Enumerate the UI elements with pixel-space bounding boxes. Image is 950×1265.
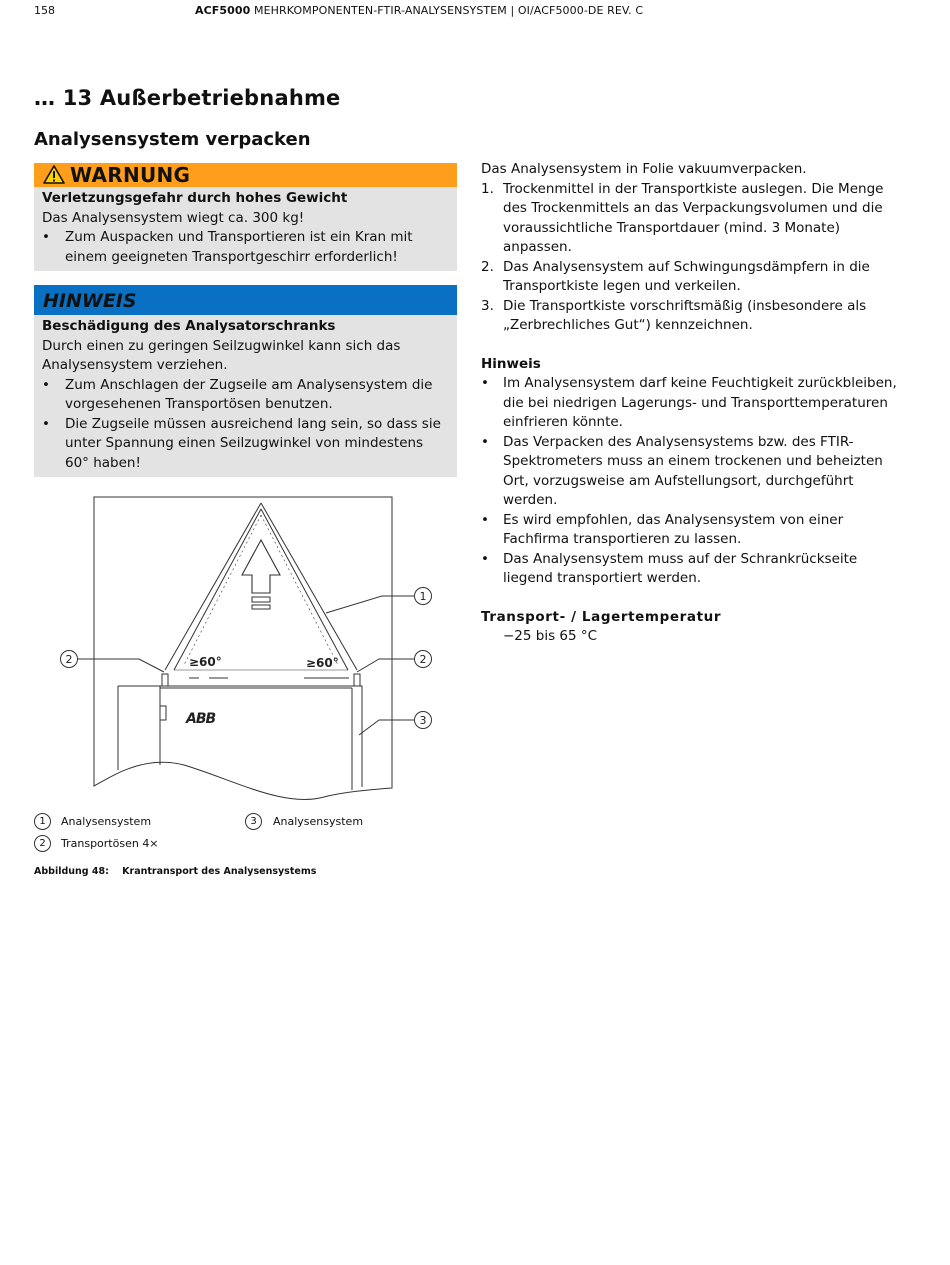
hint-bullet: • Die Zugseile müssen ausreichend lang sein, so dass sie unter Spannung einen Seilzugwinkel von mindestens 60° haben! [42,415,441,471]
callout-3-label: 3 [419,714,427,727]
hint-label: HINWEIS [43,290,137,312]
legend-num: 3 [245,813,262,830]
intro-text: Das Analysensystem in Folie vakuumverpacken. [481,161,807,177]
legend-label: Transportösen 4× [61,837,159,850]
warning-header [34,163,457,187]
chapter-title: … 13 Außerbetriebnahme [34,86,341,110]
legend-label: Analysensystem [273,815,364,828]
note-title: Hinweis [481,355,541,372]
crane-transport-figure [34,490,454,805]
leader-2-right [357,659,414,672]
figure-caption: Abbildung 48: Krantransport des Analysensystems [34,866,317,877]
note-bullet: • Das Analysensystem muss auf der Schrankrückseite liegend transportiert werden. [481,550,858,586]
warning-box [34,163,457,271]
callout-2-right-label: 2 [419,653,427,666]
rope-right [261,503,357,670]
hint-subtitle: Beschädigung des Analysatorschranks [42,318,336,334]
page-number: 158 [34,4,55,17]
cabinet-top [118,686,362,787]
up-arrow-icon [242,540,280,593]
hint-header [34,285,457,315]
hint-text: Durch einen zu geringen Seilzugwinkel kann sich das Analysensystem verziehen. [42,337,401,373]
document-header [195,4,643,17]
header-title: MEHRKOMPONENTEN-FTIR-ANALYSENSYSTEM | OI/ACF5000-DE REV. C [250,4,644,17]
warning-label: WARNUNG [70,163,191,187]
warning-triangle-icon [43,165,65,184]
angle-right-label: ≥60° [306,656,339,670]
temperature-title: Transport- / Lagertemperatur [481,608,722,625]
right-column [481,160,911,647]
leader-3 [359,720,414,735]
warning-bullet: • Zum Auspacken und Transportieren ist ein Kran mit einem geeigneten Transportgeschirr erforderlich! [42,229,413,265]
legend-num: 1 [34,813,51,830]
legend-label: Analysensystem [61,815,152,828]
hint-bullet: • Zum Anschlagen der Zugseile am Analysensystem die vorgesehenen Transportösen benutzen. [42,376,433,412]
product-name: ACF5000 [195,4,251,17]
note-bullet: • Das Verpacken des Analysensystems bzw. des FTIR-Spektrometers muss an einem trockenen und beheizten Ort, vorzugsweise am Aufstellungsort, durchgeführt werden. [481,433,883,508]
step-item: 1. Trockenmittel in der Transportkiste auslegen. Die Menge des Trockenmittels an das Verpackungsvolumen und die voraussichtliche Transportdauer (mind. 3 Monate) anpassen. [481,180,884,255]
leader-2-left [77,659,164,672]
note-bullet: • Es wird empfohlen, das Analysensystem von einer Fachfirma transportieren zu lassen. [481,511,844,547]
rope-left [165,503,261,670]
note-bullet: • Im Analysensystem darf keine Feuchtigkeit zurückbleiben, die bei niedrigen Lagerungs- und Transporttemperaturen einfrieren könnte. [481,375,897,430]
step-item: 3. Die Transportkiste vorschriftsmäßig (insbesondere als „Zerbrechliches Gut“) kennzeichnen. [481,297,867,333]
callout-1-label: 1 [419,590,427,603]
section-title: Analysensystem verpacken [34,129,311,150]
warning-text: Das Analysensystem wiegt ca. 300 kg! [42,209,305,226]
step-item: 2. Das Analysensystem auf Schwingungsdämpfern in die Transportkiste legen und verkeilen. [481,258,870,294]
legend-num: 2 [34,835,51,852]
warning-body [34,187,457,271]
leader-1 [326,596,414,613]
angle-left-label: ≥60° [189,655,222,669]
warning-subtitle: Verletzungsgefahr durch hohes Gewicht [42,190,348,206]
hint-box [34,285,457,477]
callout-2-left-label: 2 [65,653,73,666]
temperature-value: −25 bis 65 °C [503,628,598,644]
figure-legend [34,813,454,859]
hint-body [34,315,457,477]
abb-logo: ABB [186,711,216,727]
